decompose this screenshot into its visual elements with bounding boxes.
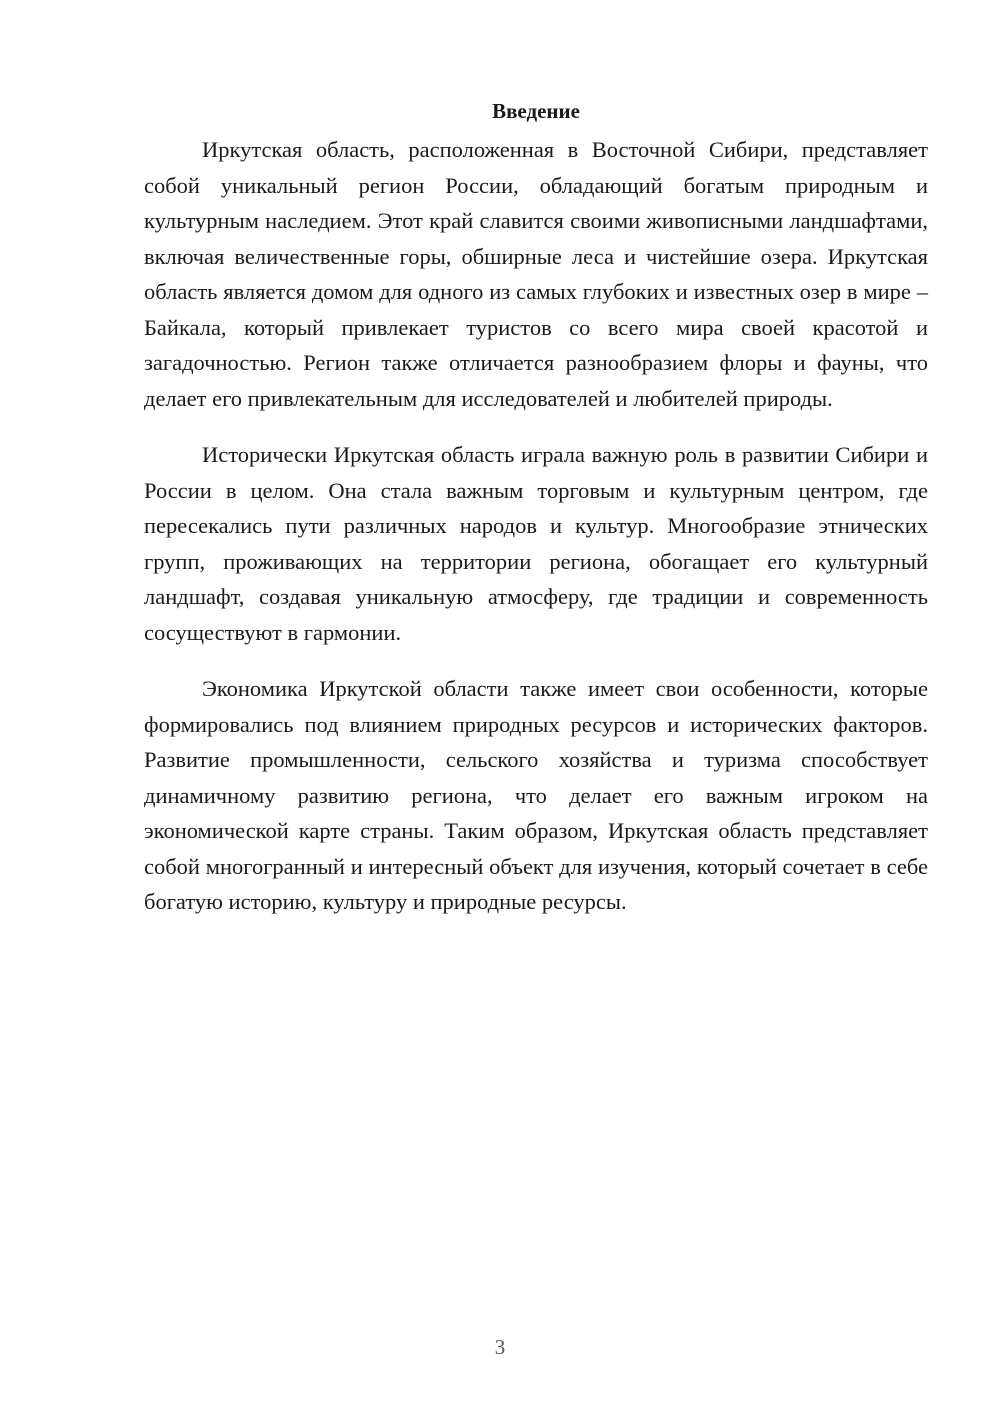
paragraph-economy: Экономика Иркутской области также имеет свои особенности, которые формировались под влиянием природных ресурсов и исторических факторов. Развитие промышленности, сельского хозяйства и туризма способствует динамичному развитию региона, что делает его важным игроком на экономической карте страны. Таким образом, Иркутская область представляет собой многогранный и интересный объект для изучения, который сочетает в себе богатую историю, культуру и природные ресурсы. xyxy=(144,676,928,914)
page-number: 3 xyxy=(494,1335,506,1359)
page-content xyxy=(144,96,928,941)
paragraph-history: Исторически Иркутская область играла важную роль в развитии Сибири и России в целом. Она стала важным торговым и культурным центром, где пересекались пути различных народов и культур. Многообразие этнических групп, проживающих на территории региона, обогащает его культурный ландшафт, создавая уникальную атмосферу, где традиции и современность сосуществуют в гармонии. xyxy=(144,442,928,645)
paragraph-nature: Иркутская область, расположенная в Восточной Сибири, представляет собой уникальный регион России, обладающий богатым природным и культурным наследием. Этот край славится своими живописными ландшафтами, включая величественные горы, обширные леса и чистейшие озера. Иркутская область является домом для одного из самых глубоких и известных озер в мире – Байкала, который привлекает туристов со всего мира своей красотой и загадочностью. Регион также отличается разнообразием флоры и фауны, что делает его привлекательным для исследователей и любителей природы. xyxy=(144,137,928,411)
section-title: Введение xyxy=(492,99,580,123)
